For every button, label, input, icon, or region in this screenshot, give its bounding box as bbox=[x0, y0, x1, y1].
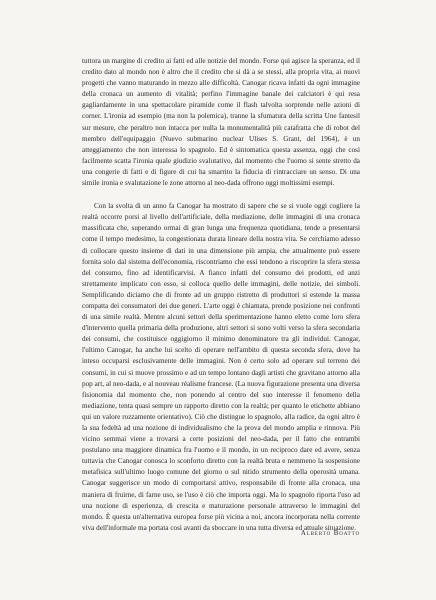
paragraph-1: tuttora un margine di credito ai fatti ed alle notizie del mondo. Forse qui agisce la speranza, ed il credito dato al mondo non è altro che il credito che si dà a se stessi, alla propria vita, ai nuovi progetti che vanno maturando in mezzo alle difficoltà. Canogar ricava infatti da ogni immagine della cronaca un aumento di vitalità; perfino l'immagine banale dei calciatori è qui resa gagliardamente in una spettacolare piramide come il flash talvolta sorprende nelle azioni di corner. L'ironia ad esempio (ma non la polemica), tranne la sfumatura della scritta Une fantesil sur mesure, che peraltro non intacca per nulla la monumentalità più catafratta che di robot del membro dell'equipaggio (Nuevo submarino nuclear Ulises S. Grant, del 1964), è un atteggiamento che non interessa lo spagnolo. Ed è sintomatica questa assenza, oggi che così facilmente scatta l'ironia quale giudizio svalutativo, dal momento che l'uomo si sente stretto da una congerie di fatti e di figure di cui ha smarrito la fiducia di rintracciare un senso. Di una simile ironia e svalutazione le zone attorno al neo-dada offrono oggi moltissimi esempi. bbox=[82, 57, 360, 188]
paragraph-2: Con la svolta di un anno fa Canogar ha mostrato di sapere che se si vuole oggi cogliere la realtà occorre porsi al livello dell'artificiale, della mediazione, delle immagini di una cronaca massificata che, superando ormai di gran lunga una frequenza quotidiana, tende a presentarsi come il tempo medesimo, la congestionata durata lineare della nostra vita. Se cerchiamo adesso di collocare questo insieme di dati in una dimensione più ampia, che attualmente può essere fornita solo dal sistema dell'economia, riscontriamo che essi tendono a riscoprire la sfera stessa del consumo, fino ad identificarvisi. A fianco infatti del consumo dei prodotti, ed anzi strettamente implicato con esso, si colloca quello delle immagini, delle notizie, dei simboli. Semplificando diciamo che di fronte ad un gruppo ristretto di produttori si estende la massa compatta dei consumatori dei due generi. L'arte oggi è chiamata, prende posizione nei confronti di una simile realtà. Mentre alcuni settori della sperimentazione hanno eletto come loro sfera d'intervento quella primaria della produzione, altri settori si sono volti verso la sfera secondaria dei consumi, che costituisce oggigiorno il minimo denominatore tra gli individui. Canogar, l'ultimo Canogar, ha anche lui scelto di operare nell'ambito di questa seconda sfera, dove ha inteso occuparsi esclusivamente delle immagini. Non è certo solo ad operare sul terreno dei consumi, in cui si muove prossimo e ad un tempo lontano dagli artisti che gravitano attorno alla pop art, al neo-dada, e al nouveau réalisme francese. (La nuova figurazione presenta una diversa fisionomia dal momento che, non ponendo al centro del suo interesse il fenomeno della mediazione, tenta quasi sempre un rapporto diretto con la realtà; per quanto le etichette abbiano qui un valore rozzamente orientativo). Ciò che distingue lo spagnolo, alla radice, da ogni altro è la sua fedeltà ad una nozione di individualismo che la prova del mondo amplia e rinnova. Più vicino semmai viene a trovarsi a certe posizioni del neo-dada, per il fatto che entrambi postulano una maggiore dinamica fra l'uomo e il mondo, in un reciproco dare ed avere, senza tuttavia che Canogar conosca lo sconforto diretto con la realtà bruta e nemmeno la sospensione metafisica sull'ultimo luogo comune del giorno o sul nitido strumento della operosità umana. Canogar suggerisce un modo di comportarsi attivo, responsabile di fronte alla cronaca, una maniera di fruirne, di farne uso, se l'uso è ciò che importa oggi. Ma lo spagnolo riporta l'uso ad una nozione di esperienza, di crescita e maturazione personale attraverso le immagini del mondo. È questa un'alternativa europea forse più vicina a noi, ancora incorporata nella corrente viva dell'informale ma portata così avanti da sboccare in una tutta diversa ed attuale situazione. bbox=[82, 202, 360, 532]
article-body bbox=[82, 56, 360, 534]
author-signature: Alberto Boatto bbox=[300, 530, 360, 537]
